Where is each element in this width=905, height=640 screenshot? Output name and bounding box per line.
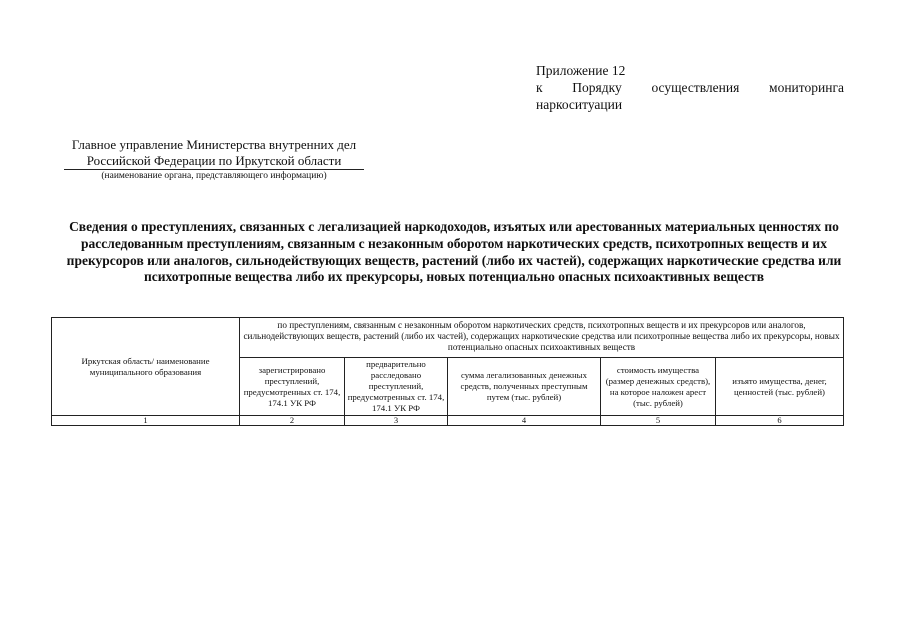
appendix-reference: [536, 79, 844, 96]
organization-caption: (наименование органа, представляющего информацию): [101, 171, 327, 181]
column-number: 2: [240, 416, 345, 426]
column-number: 1: [52, 416, 240, 426]
table-header-row: [52, 318, 844, 358]
group-header: по преступлениям, связанным с незаконным оборотом наркотических средств, психотропных веществ и их прекурсоров или аналогов, сильнодействующих веществ, растений (либо их частей), содержащих наркотические средства или психотропные вещества либо их прекурсоры, новых потенциально опасных психоактивных веществ: [240, 318, 844, 358]
appendix-note: [536, 62, 844, 113]
column-number: 4: [448, 416, 601, 426]
appendix-word: Порядку: [572, 80, 622, 95]
document-title: Сведения о преступлениях, связанных с легализацией наркодоходов, изъятых или арестованных материальных ценностях по расследованным преступлениям, связанным с незаконным оборотом наркотических средств, психотропных веществ и их прекурсоров или аналогов, сильнодействующих веществ, растений (либо их частей), содержащих наркотические средства или психотропные вещества либо их прекурсоры, новых потенциально опасных психоактивных веществ: [66, 219, 842, 285]
organization-line-2: Российской Федерации по Иркутской области: [64, 153, 364, 170]
column-number: 5: [601, 416, 716, 426]
region-column-header: Иркутская область/ наименование муниципального образования: [52, 318, 240, 416]
appendix-number: Приложение 12: [536, 63, 626, 78]
column-number-row: [52, 416, 844, 426]
column-header-arrested-property: стоимость имущества (размер денежных средств), на которое наложен арест (тыс. рублей): [601, 358, 716, 416]
report-table: [51, 317, 844, 426]
appendix-word: к: [536, 80, 543, 95]
appendix-word: осуществления: [651, 80, 740, 95]
appendix-subject: наркоситуации: [536, 97, 623, 112]
column-header-investigated: предварительно расследовано преступлений, предусмотренных ст. 174, 174.1 УК РФ: [345, 358, 448, 416]
appendix-word: мониторинга: [769, 80, 844, 95]
column-number: 3: [345, 416, 448, 426]
column-header-registered: зарегистрировано преступлений, предусмотренных ст. 174, 174.1 УК РФ: [240, 358, 345, 416]
column-header-laundered-sum: сумма легализованных денежных средств, полученных преступным путем (тыс. рублей): [448, 358, 601, 416]
column-header-seized-property: изъято имущества, денег, ценностей (тыс. рублей): [716, 358, 844, 416]
column-number: 6: [716, 416, 844, 426]
organization-line-1: Главное управление Министерства внутренних дел: [71, 137, 357, 152]
reporting-organization: [64, 137, 364, 183]
